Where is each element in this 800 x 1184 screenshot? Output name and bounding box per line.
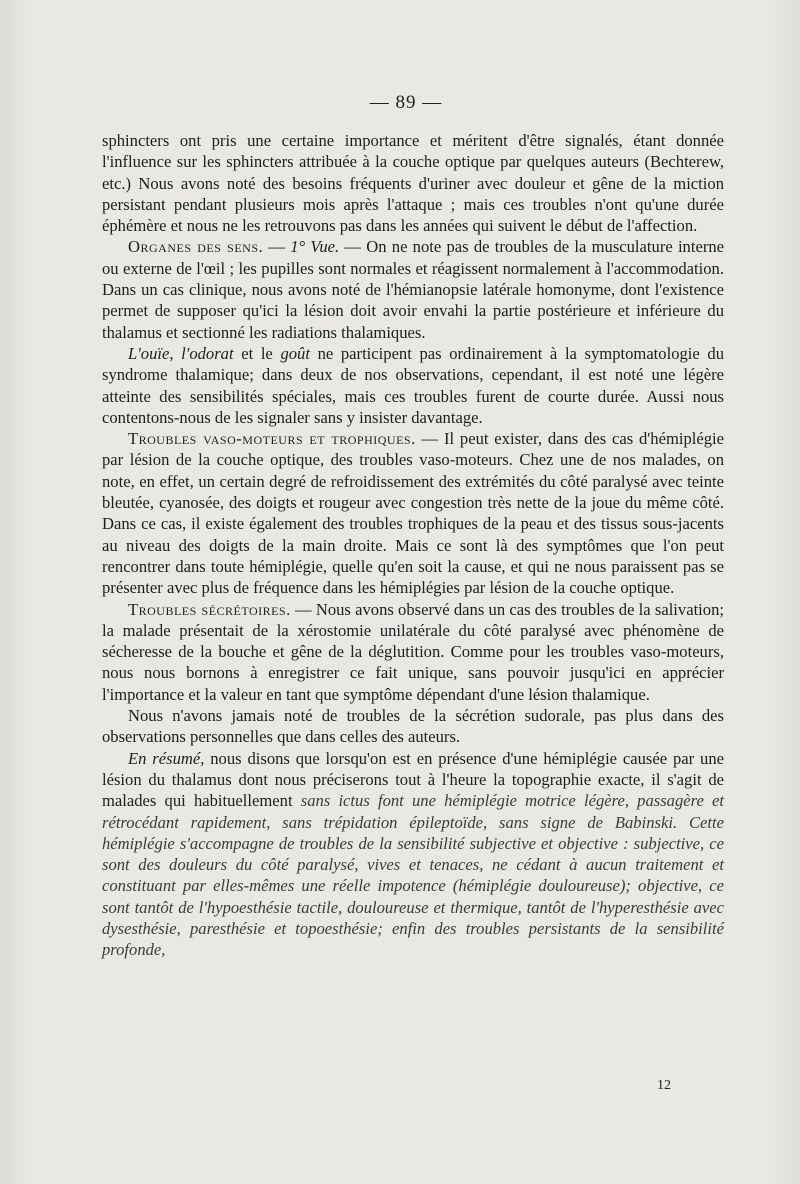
paragraph-organes-des-sens	[102, 236, 724, 342]
paragraph-en-resume	[102, 748, 724, 961]
paragraph-secretoires	[102, 599, 724, 705]
signature-mark: 12	[657, 1078, 671, 1093]
section-heading-vaso-moteurs: Troubles vaso-moteurs et trophiques.	[128, 429, 416, 449]
paragraph-ouie-odorat-gout	[102, 343, 724, 428]
body-text	[102, 130, 724, 961]
term-odorat: l'odorat	[181, 343, 234, 363]
summary-italic-text: sans ictus font une hémiplégie motrice légère, passagère et rétrocédant rapidement, sans trépidation épileptoïde, sans signe de Babinski. Cette hémiplégie s'accompagne de troubles de la sensibilité subjective et objective : subjective, ce sont des douleurs du côté paralysé, vives et tenaces, ne cédant à aucun traitement et constituant par elles-mêmes une réelle impotence (hémiplégie douloureuse); objective, ce sont tantôt de l'hypoesthésie tactile, douloureuse et thermique, tantôt de l'hyperesthésie avec dysesthésie, paresthésie et topoesthésie; enfin des troubles persistants de la sensibilité profonde,	[102, 791, 724, 960]
dash: —	[339, 237, 367, 257]
section-heading-secretoires: Troubles sécrétoires.	[128, 599, 291, 619]
term-ouie: L'ouïe	[128, 343, 170, 363]
paragraph-text: nous disons que lorsqu'on est en présence d'une hémiplégie causée par une lésion du thalamus dont nous préciserons tout à l'heure la topographie exacte, il s'agit de malades qui habituellement	[102, 748, 724, 811]
separator: et le	[233, 343, 281, 363]
paragraph-text: Il peut exister, dans des cas d'hémiplégie par lésion de la couche optique, des troubles vaso-moteurs. Chez une de nos malades, on note, en effet, un certain degré de refroidissement des extrémités du côté paralysé avec teinte bleutée, cyanosée, des doigts et rougeur avec congestion très nette de la joue du même côté. Dans ce cas, il existe également des troubles trophiques de la peau et des tissus sous-jacents au niveau des doigts de la main droite. Mais ce sont là des symptômes que l'on peut rencontrer dans toute hémiplégie, quelle qu'en soit la cause, et qui ne nous paraissent pas se présenter avec plus de fréquence dans les hémiplégies par lésion de la couche optique.	[102, 429, 725, 598]
paragraph-text: ne participent pas ordinairement à la symptomatologie du syndrome thalamique; dans deux de nos observations, cependant, il est noté une légère atteinte des sensibilités spéciales, mais ces troubles furent de courte durée. Aussi nous contentons-nous de les signaler sans y insister davantage.	[102, 343, 725, 427]
paragraph-text: Nous avons observé dans un cas des troubles de la salivation; la malade présentait de la xérostomie unilatérale du côté paralysé avec phénomène de sécheresse de la bouche et gêne de la déglutition. Comme pour les troubles vaso-moteurs, nous nous bornons à enregistrer ce fait unique, sans pouvoir jusqu'ici en apprécier l'importance et la valeur en tant que symptôme dépendant d'une lésion thalamique.	[102, 599, 724, 704]
page-number: — 89 —	[369, 92, 443, 113]
paragraph-sphincters: sphincters ont pris une certaine importance et méritent d'être signalés, étant donnée l'influence sur les sphincters attribuée à la couche optique par quelques auteurs (Bechterew, etc.) Nous avons noté des besoins fréquents d'uriner avec douleur et gêne de la miction persistant pendant plusieurs mois après l'attaque ; mais ces troubles n'ont qu'une durée éphémère et nous ne les retrouvons pas dans les années qui suivent le début de l'affection.	[102, 131, 724, 236]
subheading-vue: 1° Vue.	[290, 237, 340, 257]
paragraph-vaso-moteurs	[102, 428, 724, 598]
dash: —	[415, 429, 444, 449]
term-gout: goût	[280, 343, 310, 363]
section-heading-organes: Organes des sens.	[128, 237, 264, 257]
separator: ,	[169, 343, 182, 363]
paragraph-text: On ne note pas de troubles de la musculature interne ou externe de l'œil ; les pupilles sont normales et réagissent normalement à l'accommodation. Dans un cas clinique, nous avons noté de l'hémianopsie latérale homonyme, dont l'existence permet de supposer qu'ici la lésion doit avoir envahi la partie postérieure et inférieure du thalamus et sectionné les radiations thalamiques.	[102, 237, 725, 342]
lead-en-resume: En résumé,	[128, 748, 205, 768]
paragraph-sudorale: Nous n'avons jamais noté de troubles de la sécrétion sudorale, pas plus dans des observations personnelles que dans celles des auteurs.	[102, 706, 724, 747]
dash: —	[290, 599, 316, 619]
dash: —	[263, 237, 291, 257]
